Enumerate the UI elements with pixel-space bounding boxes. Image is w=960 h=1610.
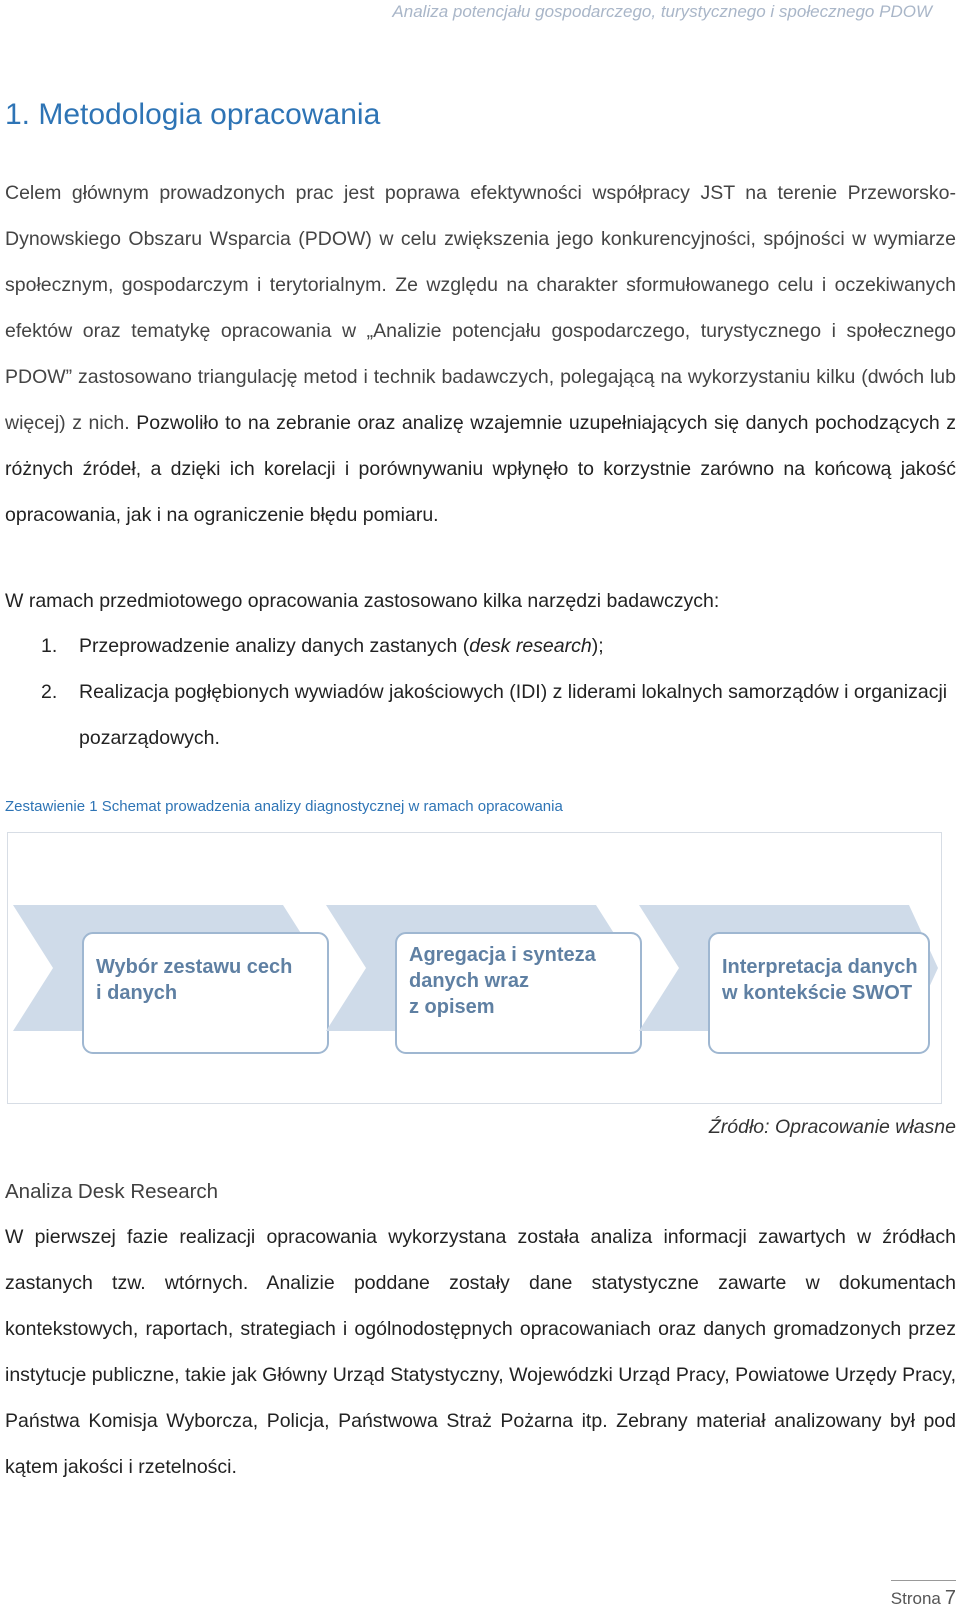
step-label: Wybór zestawu cech <box>96 956 293 978</box>
page-label: Strona <box>890 1589 941 1608</box>
step-label: w kontekście SWOT <box>722 982 913 1004</box>
list-item-text-part: ); <box>591 635 604 657</box>
intro-text-continued: Pozwoliło to na zebranie oraz analizę wzajemnie uzupełniających się danych pochodzących z różnych źródeł, a dzięki ich korelacji i porównywaniu wpłynęło to korzystnie zarówno na końcową jakość opracowania, jak i na ograniczenie błędu pomiaru. <box>5 412 956 526</box>
process-diagram-svg <box>8 833 941 1103</box>
step-label: i danych <box>96 982 178 1004</box>
list-item-number: 1. <box>41 635 58 657</box>
figure-caption: Zestawienie 1 Schemat prowadzenia analizy diagnostycznej w ramach opracowania <box>5 798 563 815</box>
step-label: danych wraz <box>409 970 530 992</box>
running-header: Analiza potencjału gospodarczego, turystycznego i społecznego PDOW <box>392 2 932 21</box>
list-item-text <box>79 623 956 669</box>
page-number: 7 <box>944 1587 956 1609</box>
list-item-text: Realizacja pogłębionych wywiadów jakościowych (IDI) z liderami lokalnych samorządów i organizacji pozarządowych. <box>79 681 948 749</box>
list-item-text-part: Przeprowadzenie analizy danych zastanych ( <box>79 635 470 657</box>
list-item-text-italic: desk research <box>469 635 592 657</box>
section-heading: 1. Metodologia opracowania <box>5 98 381 131</box>
intro-text: Celem głównym prowadzonych prac jest poprawa efektywności współpracy JST na terenie Przeworsko-Dynowskiego Obszaru Wsparcia (PDOW) w celu zwiększenia jego konkurencyjności, spójności w wymiarze społecznym, gospodarczym i terytorialnym. Ze względu na charakter sformułowanego celu i oczekiwanych efektów oraz tematykę opracowania w „Analizie potencjału gospodarczego, turystycznego i społecznego PDOW” zastosowano triangulację metod i technik badawczych, polegającą na wykorzystaniu kilku (dwóch lub więcej) z nich. <box>5 182 956 434</box>
step-label: Interpretacja danych <box>722 956 918 978</box>
list-item <box>5 623 956 669</box>
subsection-heading: Analiza Desk Research <box>5 1180 219 1203</box>
step-label: Agregacja i synteza <box>409 944 596 966</box>
page-footer <box>891 1580 956 1610</box>
intro-paragraph <box>5 170 956 538</box>
process-diagram <box>7 832 942 1104</box>
tools-list <box>5 623 956 761</box>
list-item-number: 2. <box>41 681 58 703</box>
desk-research-paragraph: W pierwszej fazie realizacji opracowania wykorzystana została analiza informacji zawartych w źródłach zastanych tzw. wtórnych. Analizie poddane zostały dane statystyczne zawarte w dokumentach kontekstowych, raportach, strategiach i ogólnodostępnych opracowaniach oraz danych gromadzonych przez instytucje publiczne, takie jak Główny Urząd Statystyczny, Wojewódzki Urząd Pracy, Powiatowe Urzędy Pracy, Państwa Komisja Wyborcza, Policja, Państwowa Straż Pożarna itp. Zebrany materiał analizowany był pod kątem jakości i rzetelności. <box>5 1226 956 1478</box>
figure-source: Źródło: Opracowanie własne <box>708 1116 956 1138</box>
list-item <box>5 669 956 761</box>
tools-intro: W ramach przedmiotowego opracowania zastosowano kilka narzędzi badawczych: <box>5 590 720 612</box>
step-label: z opisem <box>409 996 495 1018</box>
